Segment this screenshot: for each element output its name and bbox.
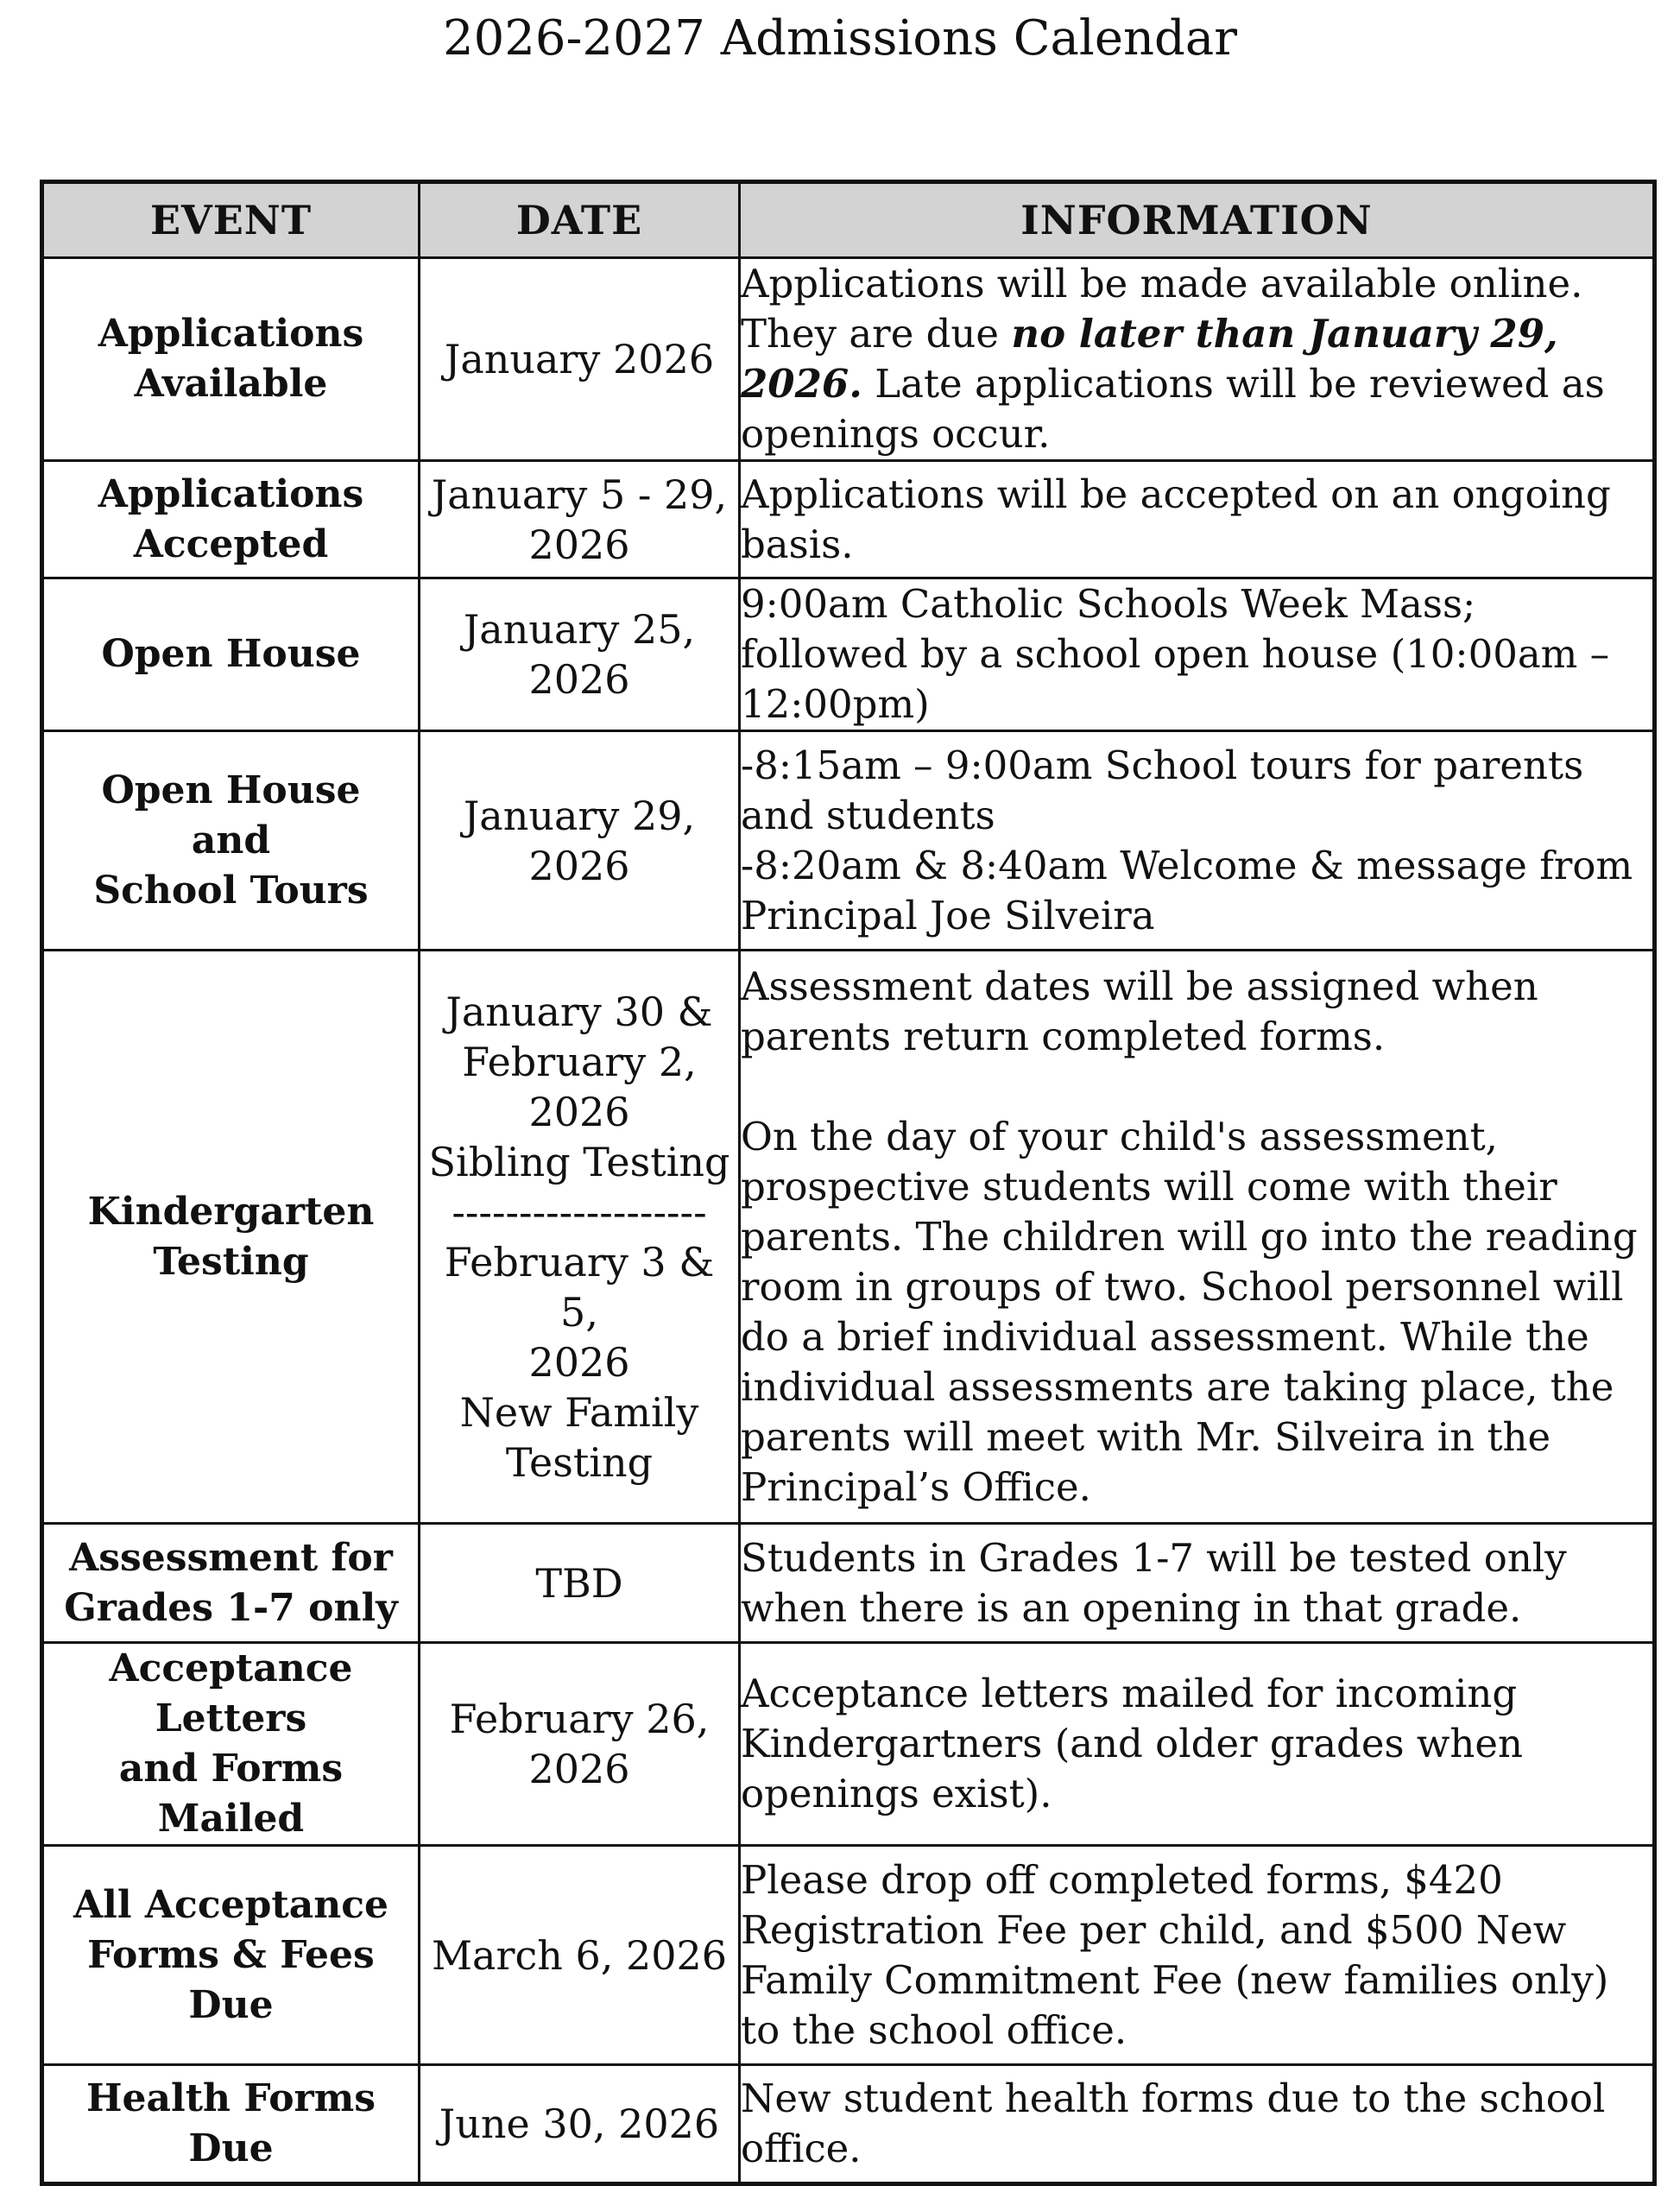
event-text: School Tours bbox=[93, 868, 369, 913]
date-text: June 30, 2026 bbox=[439, 2101, 720, 2147]
event-cell bbox=[42, 1524, 420, 1643]
event-text: Acceptance bbox=[109, 1646, 353, 1690]
event-text: Testing bbox=[153, 1239, 309, 1284]
page-title: 2026-2027 Admissions Calendar bbox=[442, 10, 1238, 66]
header-event: EVENT bbox=[42, 182, 420, 258]
event-cell bbox=[42, 1643, 420, 1846]
date-text: 2026 bbox=[528, 656, 630, 703]
table-row bbox=[42, 578, 1655, 731]
date-cell bbox=[420, 2065, 740, 2184]
table-row bbox=[42, 1643, 1655, 1846]
event-cell bbox=[42, 258, 420, 461]
info-deadline-emphasis: no later than January 29, 2026. bbox=[741, 311, 1558, 407]
event-text: Kindergarten bbox=[87, 1189, 375, 1234]
date-text: February 3 & 5, bbox=[444, 1238, 715, 1336]
event-text: Accepted bbox=[133, 521, 329, 566]
date-text: 2026 bbox=[528, 1088, 630, 1135]
date-text: 2026 bbox=[528, 842, 630, 889]
date-cell bbox=[420, 1524, 740, 1643]
event-text: Health Forms Due bbox=[85, 2076, 376, 2170]
info-cell: Students in Grades 1-7 will be tested only when there is an opening in that grade. bbox=[740, 1524, 1655, 1643]
info-text: -8:15am – 9:00am School tours for parents and students bbox=[741, 742, 1584, 838]
date-text: 2026 bbox=[528, 1338, 630, 1386]
event-text: Grades 1-7 only bbox=[64, 1585, 398, 1630]
table-row bbox=[42, 951, 1655, 1524]
admissions-calendar-table bbox=[40, 180, 1657, 2186]
date-cell bbox=[420, 578, 740, 731]
event-cell bbox=[42, 461, 420, 578]
info-cell bbox=[740, 258, 1655, 461]
header-date: DATE bbox=[420, 182, 740, 258]
date-cell bbox=[420, 258, 740, 461]
table-row bbox=[42, 258, 1655, 461]
table-row bbox=[42, 1846, 1655, 2065]
table-row bbox=[42, 1524, 1655, 1643]
event-text: and bbox=[191, 818, 271, 862]
event-text: Open House bbox=[101, 632, 361, 676]
event-text: Applications bbox=[98, 471, 364, 516]
date-text: January 2026 bbox=[444, 336, 715, 382]
date-text: January 25, bbox=[463, 606, 696, 653]
info-cell: Applications will be accepted on an ongoing basis. bbox=[740, 461, 1655, 578]
info-text: Applications will be made available online. They are due bbox=[741, 261, 1583, 357]
date-text: 2026 bbox=[528, 521, 630, 568]
event-text: All Acceptance bbox=[73, 1882, 388, 1927]
event-text: Assessment for bbox=[69, 1535, 393, 1580]
date-text: February 2, bbox=[462, 1038, 697, 1085]
date-divider: ------------------- bbox=[452, 1188, 707, 1235]
table-row bbox=[42, 2065, 1655, 2184]
date-text: January 29, bbox=[463, 792, 696, 839]
info-text: Late applications will be reviewed as openings occur. bbox=[741, 361, 1605, 457]
event-text: and Forms Mailed bbox=[118, 1747, 344, 1841]
info-cell: New student health forms due to the school office. bbox=[740, 2065, 1655, 2184]
info-paragraph: On the day of your child's assessment, prospective students will come with their parents. The children will go into the reading room in groups of two. School personnel will do a brief individual assessment. While the individual assessments are taking place, the parents will meet with Mr. Silveira in the Principal’s Office. bbox=[741, 1113, 1638, 1510]
event-text: Available bbox=[134, 362, 328, 406]
info-cell: Acceptance letters mailed for incoming Kindergartners (and older grades when openings exist). bbox=[740, 1643, 1655, 1846]
date-text: January 5 - 29, bbox=[431, 471, 728, 518]
info-cell: Please drop off completed forms, $420 Registration Fee per child, and $500 New Family Commitment Fee (new families only) to the school office. bbox=[740, 1846, 1655, 2065]
date-cell bbox=[420, 731, 740, 951]
date-text: January 30 & bbox=[445, 988, 713, 1035]
date-cell bbox=[420, 461, 740, 578]
info-text: -8:20am & 8:40am Welcome & message from Principal Joe Silveira bbox=[741, 842, 1633, 938]
event-cell bbox=[42, 578, 420, 731]
date-text: New Family bbox=[459, 1388, 699, 1436]
date-text: Testing bbox=[505, 1438, 654, 1486]
event-text: Applications bbox=[98, 312, 364, 356]
table-header-row bbox=[42, 182, 1655, 258]
date-text: TBD bbox=[535, 1559, 623, 1607]
info-cell: 9:00am Catholic Schools Week Mass; followed by a school open house (10:00am – 12:00pm) bbox=[740, 578, 1655, 731]
event-cell bbox=[42, 731, 420, 951]
table-row bbox=[42, 461, 1655, 578]
event-cell bbox=[42, 2065, 420, 2184]
date-text: February 26, bbox=[449, 1696, 710, 1742]
date-text: Sibling Testing bbox=[428, 1138, 730, 1185]
date-text: March 6, 2026 bbox=[431, 1931, 728, 1979]
event-text: Forms & Fees Due bbox=[87, 1932, 375, 2027]
info-paragraph: Assessment dates will be assigned when parents return completed forms. bbox=[741, 963, 1538, 1059]
event-cell bbox=[42, 951, 420, 1524]
date-cell bbox=[420, 951, 740, 1524]
event-text: Open House bbox=[101, 768, 361, 812]
date-cell bbox=[420, 1643, 740, 1846]
table-row bbox=[42, 731, 1655, 951]
event-cell bbox=[42, 1846, 420, 2065]
date-text: 2026 bbox=[528, 1746, 630, 1792]
header-information: INFORMATION bbox=[740, 182, 1655, 258]
event-text: Letters bbox=[155, 1696, 307, 1741]
paragraph-spacer bbox=[741, 1062, 1652, 1112]
info-cell bbox=[740, 951, 1655, 1524]
info-cell bbox=[740, 731, 1655, 951]
date-cell bbox=[420, 1846, 740, 2065]
